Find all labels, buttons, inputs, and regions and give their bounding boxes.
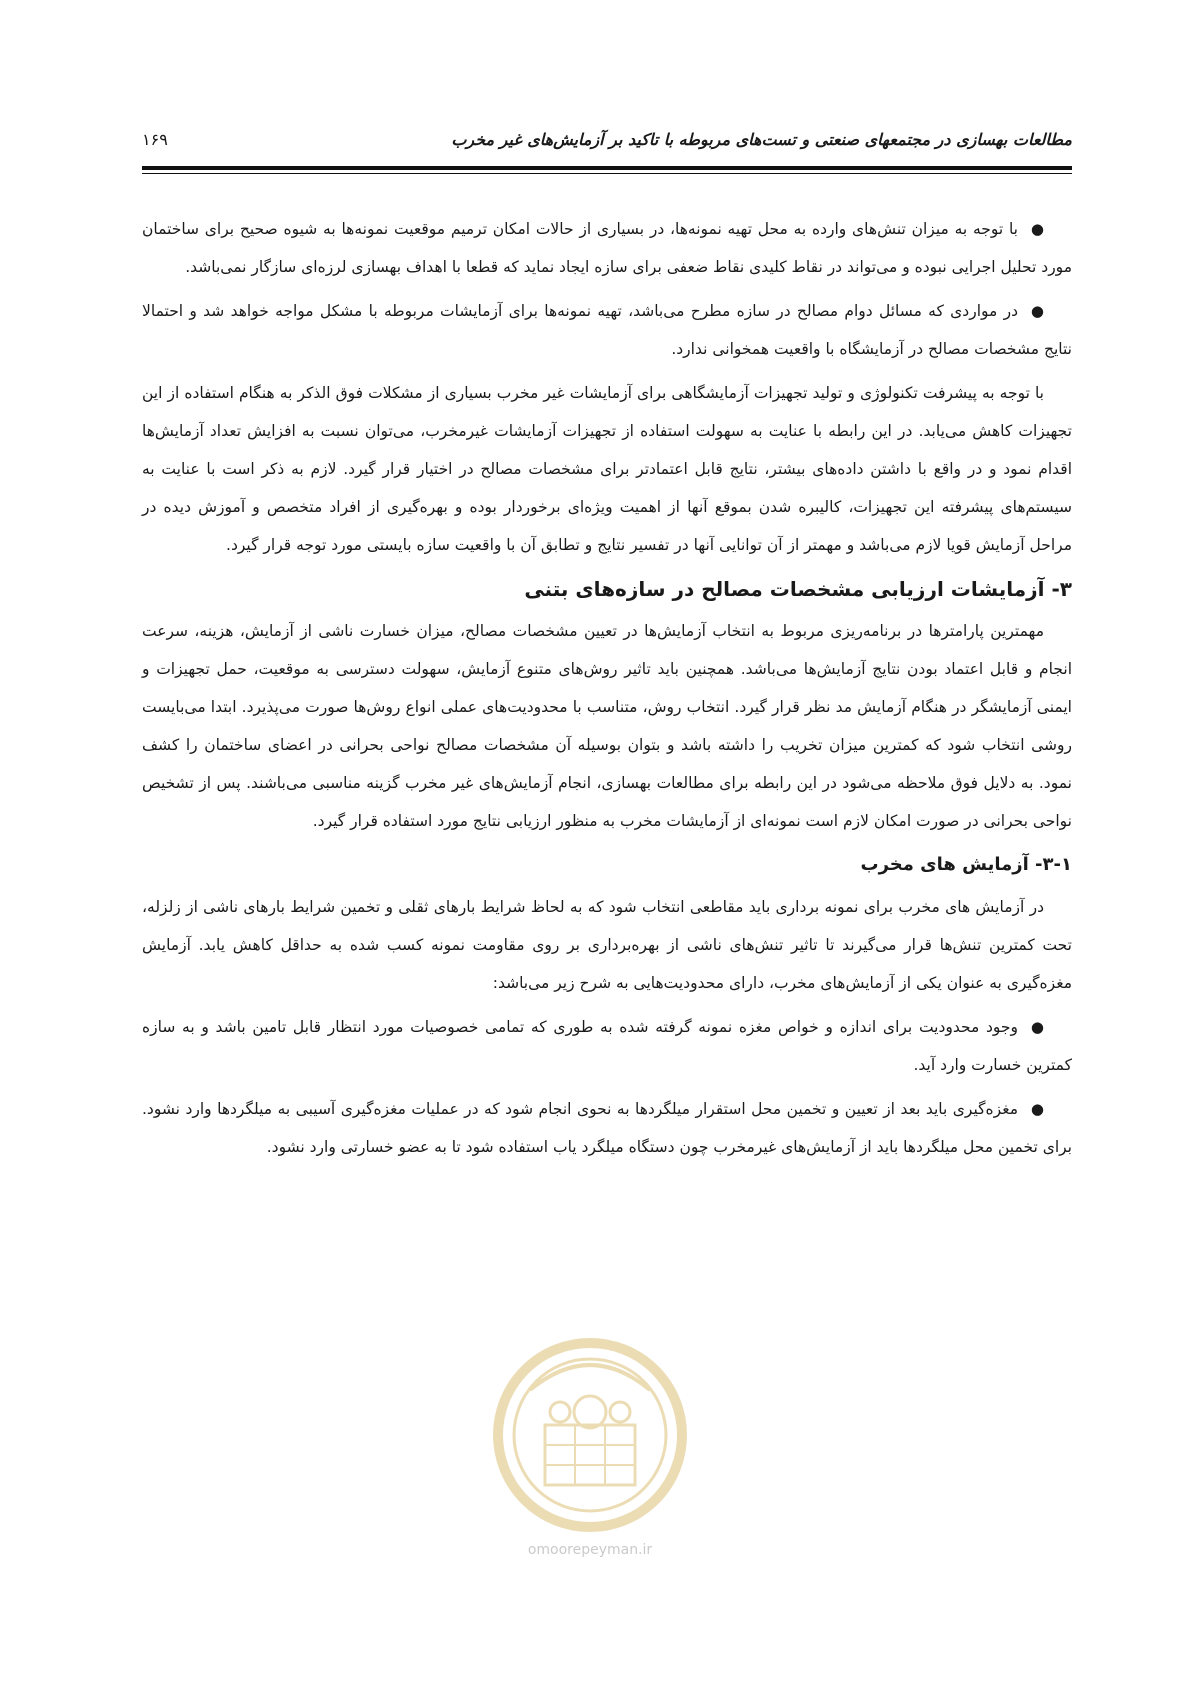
- section-heading: ۳- آزمایشات ارزیابی مشخصات مصالح در سازه‌های بتنی: [524, 577, 1072, 601]
- body-text: [142, 210, 1072, 1172]
- header-rule-thin: [142, 173, 1072, 174]
- paragraph: مهمترین پارامترها در برنامه‌ریزی مربوط به انتخاب آزمایش‌ها در تعیین مشخصات مصالح، میزان خسارت ناشی از آزمایش، هزینه، سرعت انجام و قابل اعتماد بودن نتایج آزمایش‌ها می‌باشد. همچنین باید تاثیر روش‌های متنوع آزمایش، سهولت دسترسی به موقعیت، حمل تجهیزات و ایمنی آزمایشگر در هنگام آزمایش مد نظر قرار گیرد. انتخاب روش، متناسب با محدودیت‌های عملی انواع روش‌ها صورت می‌پذیرد. ابتدا می‌بایست روشی انتخاب شود که کمترین میزان تخریب را داشته باشد و بتوان بوسیله آن مشخصات مصالح نواحی بحرانی در اعضای ساختمان را کشف نمود. به دلایل فوق ملاحظه می‌شود در این رابطه برای مطالعات بهسازی، انجام آزمایش‌های غیر مخرب گزینه مناسبی می‌باشند. پس از تشخیص نواحی بحرانی در صورت امکان لازم است نمونه‌ای از آزمایشات مخرب به منظور ارزیابی نتایج مورد استفاده قرار گیرد.: [142, 622, 1072, 830]
- bullet-paragraph: ●با توجه به میزان تنش‌های وارده به محل تهیه نمونه‌ها، در بسیاری از حالات امکان ترمیم موقعیت نمونه‌ها به شیوه صحیح برای ساختمان مورد تحلیل اجرایی نبوده و می‌تواند در نقاط کلیدی نقاط ضعفی برای سازه ایجاد نماید که قطعا با اهداف بهسازی لرزه‌ای سازگار نمی‌باشد.: [142, 210, 1072, 286]
- watermark: [490, 1330, 690, 1570]
- watermark-url: omoorepeyman.ir: [527, 1542, 653, 1558]
- page-header: [142, 128, 1072, 158]
- watermark-seal-icon: [490, 1330, 690, 1540]
- bullet-paragraph: ●وجود محدودیت برای اندازه و خواص مغزه نمونه گرفته شده به طوری که تمامی خصوصیات مورد انتظار قابل تامین باشد و به سازه کمترین خسارت وارد آید.: [142, 1008, 1072, 1084]
- bullet-icon: ●: [1030, 220, 1044, 238]
- header-rule-thick: [142, 166, 1072, 170]
- bullet-icon: ●: [1030, 1100, 1044, 1118]
- bullet-paragraph: ●مغزه‌گیری باید بعد از تعیین و تخمین محل استقرار میلگردها به نحوی انجام شود که در عملیات مغزه‌گیری آسیبی به میلگردها وارد نشود. برای تخمین محل میلگردها باید از آزمایش‌های غیرمخرب چون دستگاه میلگرد یاب استفاده شود تا به عضو خسارتی وارد نشود.: [142, 1090, 1072, 1166]
- bullet-paragraph: ●در مواردی که مسائل دوام مصالح در سازه مطرح می‌باشد، تهیه نمونه‌ها برای آزمایشات مربوطه با مشکل مواجه خواهد شد و احتمالا نتایج مشخصات مصالح در آزمایشگاه با واقعیت همخوانی ندارد.: [142, 292, 1072, 368]
- running-title: مطالعات بهسازی در مجتمعهای صنعتی و تست‌های مربوطه با تاکید بر آزمایش‌های غیر مخرب: [451, 130, 1072, 149]
- paragraph: با توجه به پیشرفت تکنولوژی و تولید تجهیزات آزمایشگاهی برای آزمایشات غیر مخرب بسیاری از مشکلات فوق الذکر به هنگام استفاده از این تجهیزات کاهش می‌یابد. در این رابطه با عنایت به سهولت استفاده از تجهیزات آزمایشات غیرمخرب، می‌توان نسبت به افزایش تعداد آزمایش‌ها اقدام نمود و در واقع با داشتن داده‌های بیشتر، نتایج قابل اعتمادتر برای مشخصات مصالح در اختیار قرار گیرد. لازم به ذکر است با عنایت به سیستم‌های پیشرفته این تجهیزات، کالیبره شدن بموقع آنها از اهمیت ویژه‌ای برخوردار بوده و بهره‌گیری از افراد متخصص و آموزش دیده در مراحل آزمایش قویا لازم می‌باشد و مهمتر از آن توانایی آنها در تفسیر نتایج و تطابق آن با واقعیت سازه بایستی مورد توجه قرار گیرد.: [142, 384, 1072, 554]
- paragraph: در آزمایش های مخرب برای نمونه برداری باید مقاطعی انتخاب شود که به لحاظ شرایط بارهای ثقلی و تخمین شرایط بارهای ناشی از زلزله، تحت کمترین تنش‌ها قرار می‌گیرند تا تاثیر تنش‌های ناشی از بهره‌برداری بر روی مقاومت نمونه کسب شده به حداقل کاهش یابد. آزمایش مغزه‌گیری به عنوان یکی از آزمایش‌های مخرب، دارای محدودیت‌هایی به شرح زیر می‌باشد:: [142, 898, 1072, 992]
- page-number: ۱۶۹: [142, 130, 168, 149]
- bullet-icon: ●: [1030, 1018, 1044, 1036]
- subsection-heading: ۳-۱- آزمایش های مخرب: [860, 854, 1072, 875]
- bullet-icon: ●: [1030, 302, 1044, 320]
